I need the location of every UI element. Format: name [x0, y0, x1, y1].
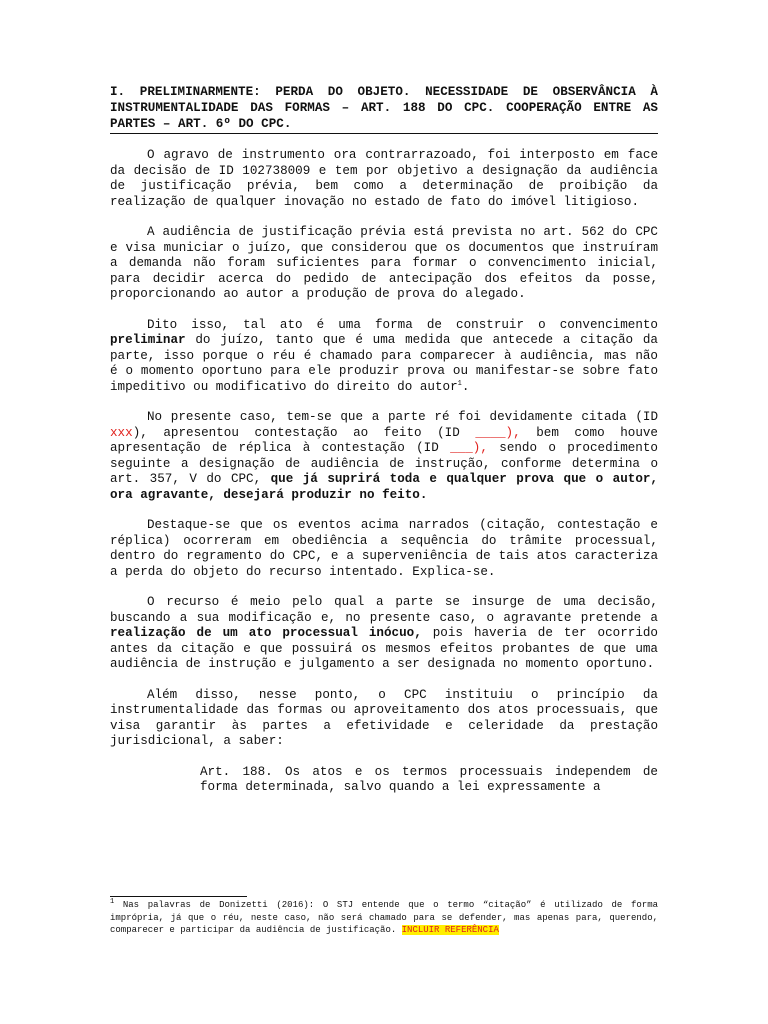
footnote-separator	[110, 896, 247, 897]
placeholder-id-replica: ___),	[450, 441, 488, 455]
paragraph-3	[110, 318, 658, 396]
paragraph-1: O agravo de instrumento ora contrarrazoado, foi interposto em face da decisão de ID 102738009 e tem por objetivo a designação da audiência de justificação prévia, bem como a determinação de proibição da realização de qualquer inovação no estado de fato do imóvel litigioso.	[110, 148, 658, 209]
paragraph-4-text-a: No presente caso, tem-se que a parte ré foi devidamente citada (ID	[147, 410, 658, 424]
paragraph-4-text-b: ), apresentou contestação ao feito (ID	[132, 425, 476, 440]
paragraph-2: A audiência de justificação prévia está prevista no art. 562 do CPC e visa municiar o juízo, que considerou que os documentos que instruíram a demanda não foram suficientes para formar o convencimento inicial, para decidir acerca do pedido de antecipação dos efeitos da posse, proporcionando ao autor a produção de prova do alegado.	[110, 225, 658, 301]
footnote-mark: 1	[110, 898, 115, 906]
paragraph-3-bold: preliminar	[110, 333, 186, 347]
paragraph-4-text-d: sendo o procedimento seguinte a designação de audiência de instrução, conforme determina o art. 357, V do CPC,	[110, 441, 658, 486]
paragraph-6	[110, 595, 658, 673]
paragraph-6-bold: realização de um ato processual inócuo,	[110, 626, 422, 640]
footnote	[110, 899, 658, 937]
paragraph-6-text-a: O recurso é meio pelo qual a parte se insurge de uma decisão, buscando a sua modificação e, no presente caso, o agravante pretende a	[110, 595, 658, 625]
paragraph-4-text-c: bem como houve apresentação de réplica à contestação (ID	[110, 425, 658, 455]
reference-highlight: INCLUIR REFERÊNCIA	[401, 925, 499, 935]
paragraph-3-text-d: .	[461, 379, 470, 394]
document-body	[110, 84, 658, 796]
paragraph-5: Destaque-se que os eventos acima narrados (citação, contestação e réplica) ocorreram em obediência a sequência do trâmite processual, dentro do regramento do CPC, e a superveniência de tais atos caracteriza a perda do objeto do recurso intentado. Explica-se.	[110, 518, 658, 579]
section-heading: I. PRELIMINARMENTE: PERDA DO OBJETO. NECESSIDADE DE OBSERVÂNCIA À INSTRUMENTALIDADE DAS FORMAS – ART. 188 DO CPC. COOPERAÇÃO ENTRE AS PARTES – ART. 6º DO CPC.	[110, 84, 658, 134]
placeholder-id-citation: xxx	[110, 425, 133, 440]
paragraph-4	[110, 410, 658, 503]
footnote-text: Nas palavras de Donizetti (2016): O STJ entende que o termo “citação” é utilizado de forma imprópria, já que o réu, neste caso, não será chamado para se defender, mas apenas para, querendo, comparecer e participar da audiência de justificação.	[110, 900, 658, 935]
legal-quote: Art. 188. Os atos e os termos processuais independem de forma determinada, salvo quando a lei expressamente a	[200, 764, 658, 794]
paragraph-3-text-a: Dito isso, tal ato é uma forma de construir o convencimento	[147, 317, 658, 332]
paragraph-6-text-c: pois haveria de ter ocorrido antes da citação e que possuirá os mesmos efeitos probantes de que uma audiência de instrução e julgamento a ser designada no momento oportuno.	[110, 626, 658, 671]
paragraph-7: Além disso, nesse ponto, o CPC instituiu o princípio da instrumentalidade das formas ou aproveitamento dos atos processuais, que visa garantir às partes a efetividade e celeridade da prestação jurisdicional, a saber:	[110, 687, 658, 748]
paragraph-3-text-c: do juízo, tanto que é uma medida que antecede a citação da parte, isso porque o réu é chamado para comparecer à audiência, mas não é o momento oportuno para ele produzir prova ou manifestar-se sobre fato impeditivo ou modificativo do direito do autor	[110, 333, 658, 394]
placeholder-id-contestation: ____),	[475, 425, 521, 440]
footnote-reference[interactable]: 1	[457, 379, 462, 388]
paragraph-4-bold: que já suprirá toda e qualquer prova que o autor, ora agravante, desejará produzir no feito.	[110, 472, 658, 502]
